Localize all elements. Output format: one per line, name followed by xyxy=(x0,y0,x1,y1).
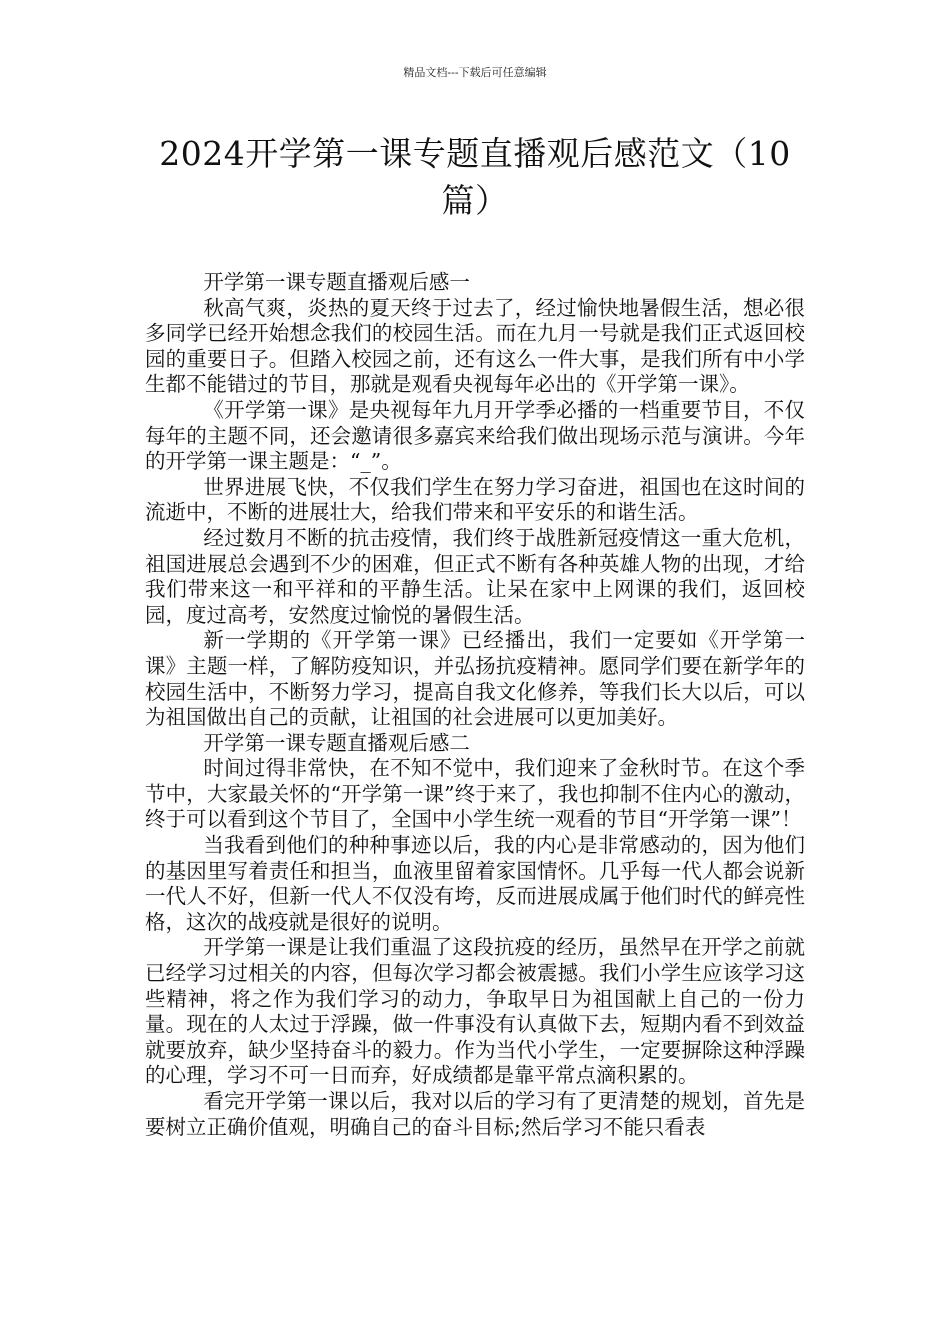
paragraph: 开学第一课是让我们重温了这段抗疫的经历，虽然早在开学之前就已经学习过相关的内容，但每次学习都会被震撼。我们小学生应该学习这些精神，将之作为我们学习的动力，争取早日为祖国献上自己的一份力量。现在的人太过于浮躁，做一件事没有认真做下去，短期内看不到效益就要放弃，缺少坚持奋斗的毅力。作为当代小学生，一定要摒除这种浮躁的心理，学习不可一日而弃，好成绩都是靠平常点滴积累的。 xyxy=(145,935,805,1088)
paragraph: 经过数月不断的抗击疫情，我们终于战胜新冠疫情这一重大危机，祖国进展总会遇到不少的困难，但正式不断有各种英雄人物的出现，才给我们带来这一和平祥和的平静生活。让呆在家中上网课的我们，返回校园，度过高考，安然度过愉悦的暑假生活。 xyxy=(145,525,805,627)
paragraph: 秋高气爽，炎热的夏天终于过去了，经过愉快地暑假生活，想必很多同学已经开始想念我们的校园生活。而在九月一号就是我们正式返回校园的重要日子。但踏入校园之前，还有这么一件大事，是我们所有中小学生都不能错过的节目，那就是观看央视每年必出的《开学第一课》。 xyxy=(145,295,805,397)
paragraph: 新一学期的《开学第一课》已经播出，我们一定要如《开学第一课》主题一样，了解防疫知识，并弘扬抗疫精神。愿同学们要在新学年的校园生活中，不断努力学习，提高自我文化修养，等我们长大以后，可以为祖国做出自己的贡献，让祖国的社会进展可以更加美好。 xyxy=(145,628,805,730)
paragraph: 当我看到他们的种种事迹以后，我的内心是非常感动的，因为他们的基因里写着责任和担当，血液里留着家国情怀。几乎每一代人都会说新一代人不好，但新一代人不仅没有垮，反而进展成属于他们时代的鲜亮性格，这次的战疫就是很好的说明。 xyxy=(145,833,805,934)
section-heading: 开学第一课专题直播观后感二 xyxy=(203,730,470,755)
paragraph: 时间过得非常快，在不知不觉中，我们迎来了金秋时节。在这个季节中，大家最关怀的“开学第一课”终于来了，我也抑制不住内心的激动，终于可以看到这个节目了，全国中小学生统一观看的节目“开学第一课”！ xyxy=(145,756,805,832)
paragraph: 世界进展飞快，不仅我们学生在努力学习奋进，祖国也在这时间的流逝中，不断的进展壮大，给我们带来和平安乐的和谐生活。 xyxy=(145,474,805,525)
paragraph: 看完开学第一课以后，我对以后的学习有了更清楚的规划，首先是要树立正确价值观，明确自己的奋斗目标;然后学习不能只看表 xyxy=(145,1089,805,1139)
page-header: 精品文档---下载后可任意编辑 xyxy=(403,66,547,79)
document-title: 2024开学第一课专题直播观后感范文（10篇） xyxy=(159,134,791,220)
document-body xyxy=(145,270,805,1140)
paragraph: 《开学第一课》是央视每年九月开学季必播的一档重要节目，不仅每年的主题不同，还会邀请很多嘉宾来给我们做出现场示范与演讲。今年的开学第一课主题是：“_”。 xyxy=(145,397,805,474)
section-heading: 开学第一课专题直播观后感一 xyxy=(203,270,470,294)
